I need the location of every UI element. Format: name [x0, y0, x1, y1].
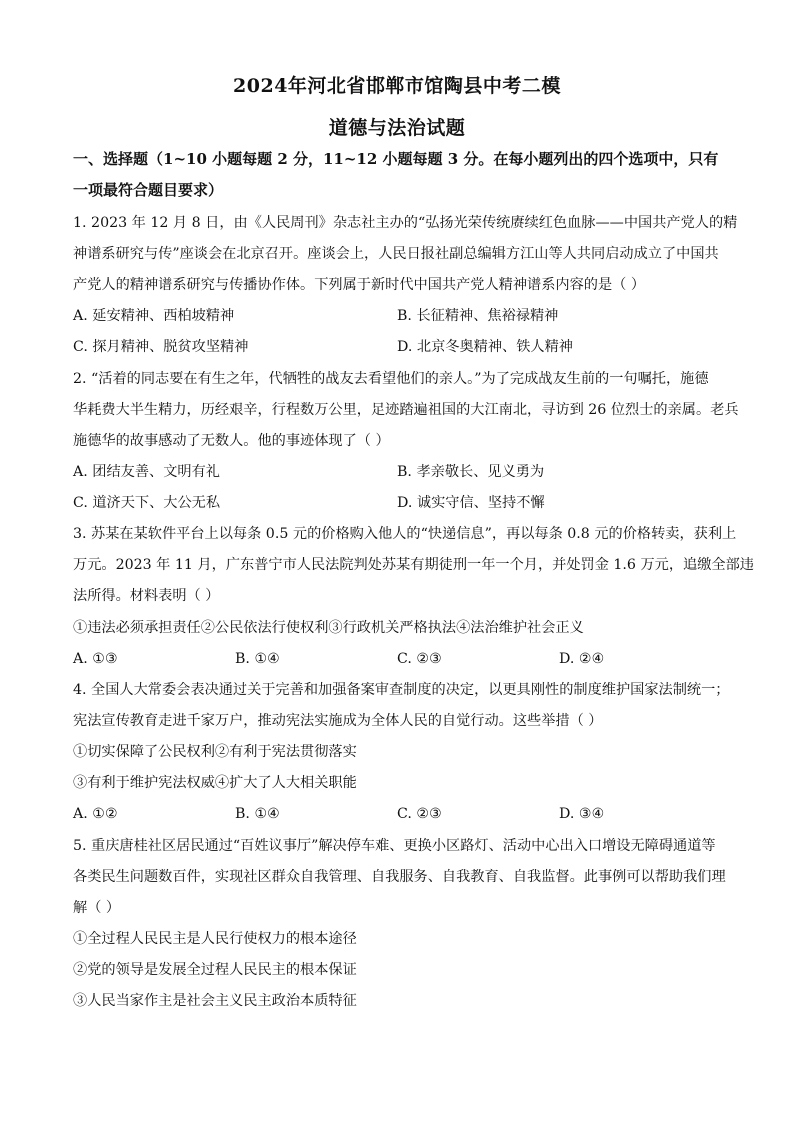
q2-option-c: C. 道济天下、大公无私	[73, 495, 221, 511]
q3-line-3: 法所得。材料表明（ ）	[73, 588, 220, 604]
q3-option-a: A. ①③	[73, 651, 118, 667]
q4-line-2: 宪法宣传教育走进千家万户，推动宪法实施成为全体人民的自觉行动。这些举措（ ）	[73, 713, 603, 729]
q4-line-1: 4. 全国人大常委会表决通过关于完善和加强备案审查制度的决定，以更具刚性的制度维护国家法制统一；	[73, 682, 730, 698]
q4-statement-1: ①切实保障了公民权利②有利于宪法贯彻落实	[73, 744, 357, 760]
q3-option-b: B. ①④	[235, 651, 280, 667]
q1-option-c: C. 探月精神、脱贫攻坚精神	[73, 339, 249, 355]
q4-statement-2: ③有利于维护宪法权威④扩大了人大相关职能	[73, 775, 357, 791]
q5-statement-3: ③人民当家作主是社会主义民主政治本质特征	[73, 993, 357, 1009]
q2-option-b: B. 孝亲敬长、见义勇为	[397, 464, 545, 480]
section-heading-line-1: 一、选择题（1~10 小题每题 2 分，11~12 小题每题 3 分。在每小题列出的四个选项中，只有	[73, 150, 719, 168]
q3-line-2: 万元。2023 年 11 月，广东普宁市人民法院判处苏某有期徒刑一年一个月，并处罚金 1.6 万元，追缴全部违	[73, 557, 754, 573]
q5-line-3: 解（ ）	[73, 900, 121, 916]
q2-line-3: 施德华的故事感动了无数人。他的事迹体现了（ ）	[73, 433, 390, 449]
q5-line-1: 5. 重庆唐桂社区居民通过“百姓议事厅”解决停车难、更换小区路灯、活动中心出入口增设无障碍通道等	[73, 838, 716, 854]
q2-line-1: 2. “活着的同志要在有生之年，代牺牲的战友去看望他们的亲人。”为了完成战友生前的一句嘱托，施德	[73, 371, 709, 387]
q4-option-d: D. ③④	[559, 806, 605, 822]
q1-option-a: A. 延安精神、西柏坡精神	[73, 308, 235, 324]
q4-option-a: A. ①②	[73, 806, 118, 822]
q1-option-b: B. 长征精神、焦裕禄精神	[397, 308, 559, 324]
q3-option-d: D. ②④	[559, 651, 605, 667]
q4-option-b: B. ①④	[235, 806, 280, 822]
q1-option-d: D. 北京冬奥精神、铁人精神	[397, 339, 573, 355]
q3-line-1: 3. 苏某在某软件平台上以每条 0.5 元的价格购入他人的“快递信息”，再以每条 0.8 元的价格转卖，获利上	[73, 526, 737, 542]
q3-option-c: C. ②③	[397, 651, 442, 667]
q5-statement-1: ①全过程人民民主是人民行使权力的根本途径	[73, 931, 357, 947]
page-subtitle: 道德与法治试题	[328, 117, 466, 139]
q5-line-2: 各类民生问题数百件，实现社区群众自我管理、自我服务、自我教育、自我监督。此事例可以帮助我们理	[73, 869, 726, 885]
page-title: 2024年河北省邯郸市馆陶县中考二模	[233, 75, 561, 97]
q2-option-d: D. 诚实守信、坚持不懈	[397, 495, 545, 511]
q5-statement-2: ②党的领导是发展全过程人民民主的根本保证	[73, 962, 357, 978]
q1-line-3: 产党人的精神谱系研究与传播协作体。下列属于新时代中国共产党人精神谱系内容的是（ ）	[73, 277, 646, 293]
q1-line-1: 1. 2023 年 12 月 8 日，由《人民周刊》杂志社主办的“弘扬光荣传统赓续红色血脉——中国共产党人的精	[73, 215, 738, 231]
q1-line-2: 神谱系研究与传”座谈会在北京召开。座谈会上，人民日报社副总编辑方江山等人共同启动成立了中国共	[73, 246, 719, 262]
q2-line-2: 华耗费大半生精力，历经艰辛，行程数万公里，足迹踏遍祖国的大江南北，寻访到 26 位烈士的亲属。老兵	[73, 402, 739, 418]
q3-statements: ①违法必须承担责任②公民依法行使权利③行政机关严格执法④法治维护社会正义	[73, 620, 584, 636]
q2-option-a: A. 团结友善、文明有礼	[73, 464, 220, 480]
section-heading-line-2: 一项最符合题目要求）	[73, 181, 224, 199]
q4-option-c: C. ②③	[397, 806, 442, 822]
